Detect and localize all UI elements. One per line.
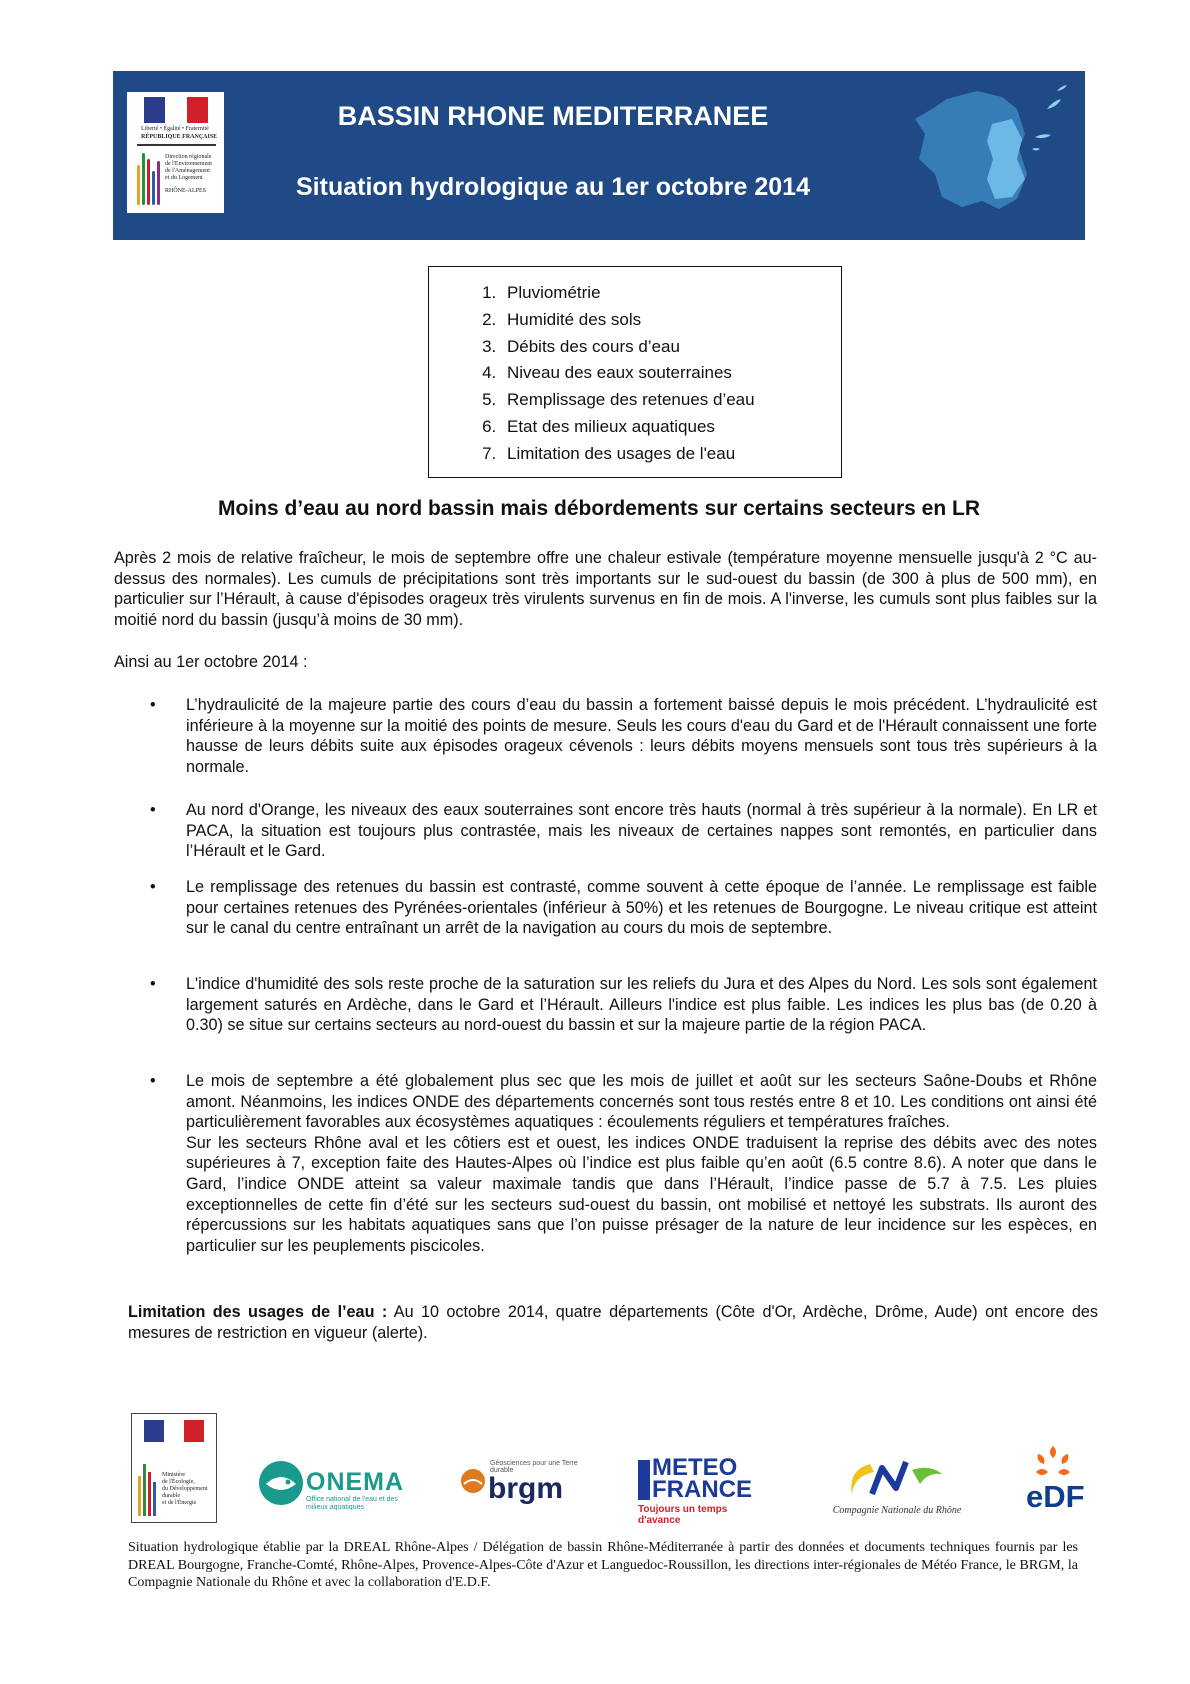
headline: Moins d’eau au nord bassin mais débordements sur certains secteurs en LR (217, 497, 981, 520)
logo-motto: Liberté • Égalité • Fraternité (141, 126, 209, 132)
logo-republique: RÉPUBLIQUE FRANÇAISE (141, 134, 218, 140)
list-item (114, 877, 1097, 939)
page-title: BASSIN RHONE MEDITERRANEE (337, 101, 769, 131)
cnr-logo (812, 1458, 982, 1520)
brgm-wordmark: brgm (488, 1472, 563, 1505)
lead-paragraph: Ainsi au 1er octobre 2014 : (114, 653, 308, 671)
list-item (114, 1071, 1097, 1256)
edf-sun-icon (1028, 1444, 1078, 1484)
limitation-text: Au 10 octobre 2014, quatre départements (Côte d'Or, Ardèche, Drôme, Aude) ont encore des mesures de restriction en vigueur (alerte). (128, 1303, 1099, 1342)
bullet-text: Le remplissage des retenues du bassin est contrasté, comme souvent à cette époque de l’année. Le remplissage est faible pour certaines retenues des Pyrénées-orientales (inférieur à 50%) et les retenues de Bourgogne. Le niveau critique est atteint sur le canal du centre entraînant un arrêt de la navigation au cours du mois de septembre. (186, 878, 1097, 938)
dreal-stripes-icon (135, 151, 165, 205)
table-of-contents (428, 266, 842, 478)
footer-credits: Situation hydrologique établie par la DREAL Rhône-Alpes / Délégation de bassin Rhône-Méditerranée à partir des données et documents techniques fournis par les DREAL Bourgogne, Franche-Comté, Rhône-Alpes, Provence-Alpes-Côte d'Azur et Languedoc-Roussillon, les directions inter-régionales de Météo France, le BRGM, la Compagnie Nationale du Rhône et avec la collaboration d'E.D.F. (128, 1540, 1078, 1590)
french-flag-icon (144, 1420, 204, 1442)
list-item (114, 800, 1097, 862)
brgm-tagline: Géosciences pour une Terre durable (490, 1460, 578, 1474)
list-item (114, 974, 1097, 1036)
toc-item: 3. Débits des cours d’eau (501, 334, 841, 361)
ministry-line: et de l'Énergie (162, 1500, 197, 1506)
toc-item: 1. Pluviométrie (501, 280, 841, 307)
brgm-globe-icon (460, 1468, 486, 1494)
meteo-wordmark-1: METEO (652, 1454, 738, 1481)
onema-logo (256, 1458, 426, 1520)
ministry-logo (131, 1413, 217, 1523)
bullet-text: L'indice d'humidité des sols reste proche de la saturation sur les reliefs du Jura et des Alpes du Nord. Les sols sont également largement saturés en Ardèche, dans le Gard et l’Hérault. Ailleurs l'indice est plus faible. Les indices les plus bas (de 0.20 à 0.30) se situe sur certains secteurs au nord-ouest du bassin et sur la majeure partie de la région PACA. (186, 975, 1097, 1035)
page-subtitle: Situation hydrologique au 1er octobre 2014 (296, 173, 810, 201)
ministry-stripes-icon (138, 1462, 160, 1516)
logo-amenagement: de l'Aménagement (165, 168, 210, 174)
toc-item: 4. Niveau des eaux souterraines (501, 360, 841, 387)
logo-direction: Direction régionale (165, 154, 212, 160)
bullet-icon: • (150, 696, 156, 714)
partner-logos (128, 1408, 1088, 1526)
logo-environnement: de l'Environnement (165, 161, 212, 167)
bullet-icon: • (150, 801, 156, 819)
meteo-bar-icon (638, 1460, 650, 1500)
intro-paragraph: Après 2 mois de relative fraîcheur, le mois de septembre offre une chaleur estivale (température moyenne mensuelle jusqu'à 2 °C au-dessus des normales). Les cumuls de précipitations sont très importants sur le sud-ouest du bassin (de 300 à plus de 500 mm), en particulier sur l’Hérault, à cause d'épisodes orageux très virulents survenus en fin de mois. A l'inverse, les cumuls sont plus faibles sur la moitié nord du bassin (jusqu’à moins de 30 mm). (114, 549, 1097, 629)
bullet-text: Le mois de septembre a été globalement plus sec que les mois de juillet et août sur les secteurs Saône-Doubs et Rhône amont. Néanmoins, les indices ONDE des départements concernés sont tous restés entre 8 et 10. Les conditions ont ainsi été particulièrement favorables aux écosystèmes aquatiques : écoulements réguliers et températures fraîches. (186, 1072, 1097, 1132)
toc-item: 6. Etat des milieux aquatiques (501, 414, 841, 441)
france-basin-map-icon (907, 79, 1077, 229)
toc-list (429, 267, 841, 468)
ministry-line: de l'Écologie, (162, 1479, 195, 1485)
bullet-icon: • (150, 878, 156, 896)
bullet-text: Sur les secteurs Rhône aval et les côtiers est et ouest, les indices ONDE traduisent la reprise des débits avec des notes supérieures à 7, exception faite des Hautes-Alpes où l’indice est plus faible qu’en août (6.5 contre 8.6). A noter que dans le Gard, l’indice ONDE atteint sa valeur maximale tandis que dans l’Hérault, l’indice passe de 5.7 à 7.5. Les pluies exceptionnelles de cette fin d’été sur les secteurs sud-ouest du bassin, ont mobilisé et nettoyé les substrats. Ils auront des répercussions sur les habitats aquatiques sans que l’on puisse présager de la nature de leur incidence sur les espèces, en particulier sur les peuplements piscicoles. (186, 1133, 1097, 1255)
logo-region: RHÔNE-ALPES (165, 188, 207, 194)
ministry-line: Ministère (162, 1472, 185, 1478)
brgm-logo (460, 1458, 580, 1520)
meteo-tagline: Toujours un temps d'avance (638, 1504, 728, 1526)
cnr-wordmark: Compagnie Nationale du Rhône (832, 1505, 962, 1516)
edf-wordmark: eDF (1026, 1479, 1085, 1514)
meteo-wordmark-2: FRANCE (652, 1476, 752, 1503)
ministry-line: du Développement (162, 1486, 208, 1492)
toc-item: 5. Remplissage des retenues d’eau (501, 387, 841, 414)
meteo-france-logo (638, 1454, 766, 1526)
logo-logement: et du Logement (165, 175, 203, 181)
cnr-river-icon (842, 1458, 952, 1500)
list-item (114, 695, 1097, 777)
bullet-text: L’hydraulicité de la majeure partie des cours d’eau du bassin a fortement baissé depuis le mois précédent. L’hydraulicité est inférieure à la moyenne sur la moitié des points de mesure. Seuls les cours d'eau du Gard et de l'Hérault connaissent une forte hausse de leurs débits suite aux épisodes orageux cévenols : leurs débits moyens mensuels sont tous très supérieurs à la normale. (186, 696, 1097, 776)
logo-divider (137, 144, 216, 146)
onema-fish-icon (256, 1458, 306, 1508)
french-flag-icon (144, 97, 208, 123)
onema-tagline: Office national de l'eau et des milieux aquatiques (306, 1496, 398, 1511)
header-banner (113, 71, 1085, 240)
bullet-text: Au nord d'Orange, les niveaux des eaux souterraines sont encore très hauts (normal à très supérieur à la normale). En LR et PACA, la situation est toujours plus contrastée, mais les niveaux de certaines nappes sont remontés, en particulier dans l’Hérault et le Gard. (186, 801, 1097, 861)
edf-logo (1018, 1444, 1088, 1520)
toc-item: 2. Humidité des sols (501, 307, 841, 334)
bullet-icon: • (150, 975, 156, 993)
limitation-paragraph (128, 1302, 1098, 1343)
limitation-label: Limitation des usages de l’eau : (128, 1303, 388, 1321)
onema-wordmark: ONEMA (306, 1468, 405, 1496)
bullet-icon: • (150, 1072, 156, 1090)
republique-francaise-logo (127, 92, 224, 213)
ministry-line: durable (162, 1493, 180, 1499)
toc-item: 7. Limitation des usages de l'eau (501, 441, 841, 468)
